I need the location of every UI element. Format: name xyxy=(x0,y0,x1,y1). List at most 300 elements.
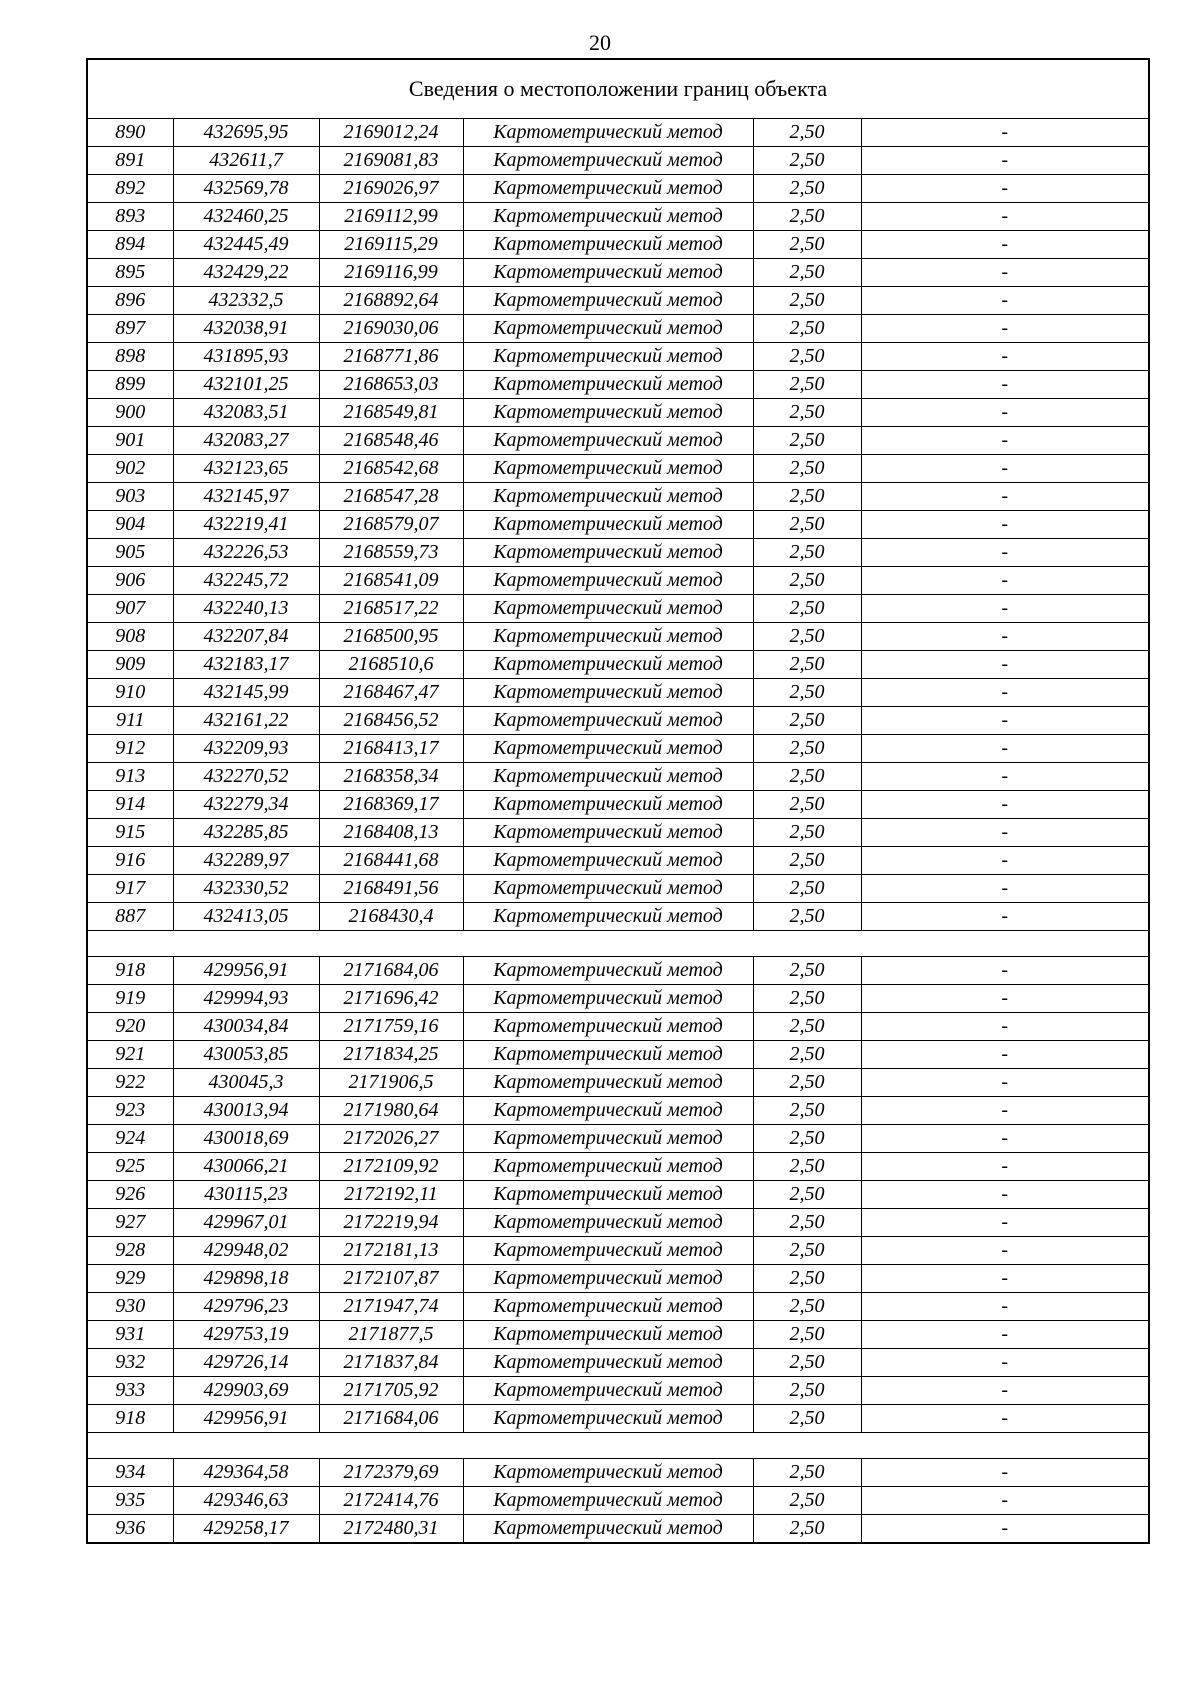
point-number-cell: 918 xyxy=(87,957,173,985)
accuracy-cell: 2,50 xyxy=(753,595,861,623)
accuracy-cell: 2,50 xyxy=(753,1097,861,1125)
coord-x-cell: 432183,17 xyxy=(173,651,319,679)
coord-y-cell: 2168441,68 xyxy=(319,847,463,875)
accuracy-cell: 2,50 xyxy=(753,1349,861,1377)
coord-x-cell: 430066,21 xyxy=(173,1153,319,1181)
coord-x-cell: 432330,52 xyxy=(173,875,319,903)
description-cell: - xyxy=(861,903,1149,931)
description-cell: - xyxy=(861,1265,1149,1293)
coord-y-cell: 2171837,84 xyxy=(319,1349,463,1377)
point-number-cell: 923 xyxy=(87,1097,173,1125)
point-number-cell: 919 xyxy=(87,985,173,1013)
method-cell: Картометрический метод xyxy=(463,371,753,399)
table-row xyxy=(87,763,1149,791)
method-cell: Картометрический метод xyxy=(463,1181,753,1209)
point-number-cell: 917 xyxy=(87,875,173,903)
coord-y-cell: 2171980,64 xyxy=(319,1097,463,1125)
coord-y-cell: 2168500,95 xyxy=(319,623,463,651)
coord-x-cell: 432695,95 xyxy=(173,119,319,147)
table-row xyxy=(87,511,1149,539)
table-row xyxy=(87,985,1149,1013)
point-number-cell: 914 xyxy=(87,791,173,819)
table-row xyxy=(87,1349,1149,1377)
table-row xyxy=(87,1487,1149,1515)
point-number-cell: 906 xyxy=(87,567,173,595)
description-cell: - xyxy=(861,259,1149,287)
accuracy-cell: 2,50 xyxy=(753,231,861,259)
accuracy-cell: 2,50 xyxy=(753,175,861,203)
coord-x-cell: 432083,51 xyxy=(173,399,319,427)
coord-y-cell: 2171759,16 xyxy=(319,1013,463,1041)
coord-y-cell: 2168510,6 xyxy=(319,651,463,679)
table-row xyxy=(87,343,1149,371)
table-row xyxy=(87,707,1149,735)
method-cell: Картометрический метод xyxy=(463,1125,753,1153)
point-number-cell: 899 xyxy=(87,371,173,399)
coord-y-cell: 2172414,76 xyxy=(319,1487,463,1515)
coord-x-cell: 432145,99 xyxy=(173,679,319,707)
table-row xyxy=(87,595,1149,623)
method-cell: Картометрический метод xyxy=(463,1209,753,1237)
method-cell: Картометрический метод xyxy=(463,819,753,847)
coord-y-cell: 2168517,22 xyxy=(319,595,463,623)
table-body xyxy=(87,59,1149,1543)
description-cell: - xyxy=(861,985,1149,1013)
accuracy-cell: 2,50 xyxy=(753,1265,861,1293)
point-number-cell: 905 xyxy=(87,539,173,567)
coord-x-cell: 429364,58 xyxy=(173,1459,319,1487)
table-row xyxy=(87,231,1149,259)
coord-y-cell: 2172109,92 xyxy=(319,1153,463,1181)
method-cell: Картометрический метод xyxy=(463,1069,753,1097)
point-number-cell: 916 xyxy=(87,847,173,875)
accuracy-cell: 2,50 xyxy=(753,1487,861,1515)
coord-y-cell: 2171684,06 xyxy=(319,1405,463,1433)
method-cell: Картометрический метод xyxy=(463,875,753,903)
coord-x-cell: 429967,01 xyxy=(173,1209,319,1237)
method-cell: Картометрический метод xyxy=(463,1349,753,1377)
accuracy-cell: 2,50 xyxy=(753,147,861,175)
method-cell: Картометрический метод xyxy=(463,1265,753,1293)
method-cell: Картометрический метод xyxy=(463,1459,753,1487)
coord-y-cell: 2168358,34 xyxy=(319,763,463,791)
point-number-cell: 897 xyxy=(87,315,173,343)
table-row xyxy=(87,287,1149,315)
description-cell: - xyxy=(861,1515,1149,1544)
point-number-cell: 930 xyxy=(87,1293,173,1321)
accuracy-cell: 2,50 xyxy=(753,287,861,315)
accuracy-cell: 2,50 xyxy=(753,511,861,539)
coord-x-cell: 432226,53 xyxy=(173,539,319,567)
method-cell: Картометрический метод xyxy=(463,1405,753,1433)
method-cell: Картометрический метод xyxy=(463,455,753,483)
method-cell: Картометрический метод xyxy=(463,957,753,985)
coord-x-cell: 432445,49 xyxy=(173,231,319,259)
accuracy-cell: 2,50 xyxy=(753,957,861,985)
table-row xyxy=(87,735,1149,763)
description-cell: - xyxy=(861,1125,1149,1153)
method-cell: Картометрический метод xyxy=(463,1293,753,1321)
table-row xyxy=(87,315,1149,343)
description-cell: - xyxy=(861,1487,1149,1515)
group-separator-row xyxy=(87,931,1149,957)
method-cell: Картометрический метод xyxy=(463,147,753,175)
table-row xyxy=(87,623,1149,651)
coord-x-cell: 429956,91 xyxy=(173,1405,319,1433)
accuracy-cell: 2,50 xyxy=(753,539,861,567)
table-row xyxy=(87,1515,1149,1544)
coord-y-cell: 2172219,94 xyxy=(319,1209,463,1237)
table-row xyxy=(87,903,1149,931)
table-row xyxy=(87,147,1149,175)
method-cell: Картометрический метод xyxy=(463,1097,753,1125)
method-cell: Картометрический метод xyxy=(463,1515,753,1544)
point-number-cell: 936 xyxy=(87,1515,173,1544)
coord-y-cell: 2169012,24 xyxy=(319,119,463,147)
method-cell: Картометрический метод xyxy=(463,259,753,287)
accuracy-cell: 2,50 xyxy=(753,1405,861,1433)
method-cell: Картометрический метод xyxy=(463,231,753,259)
table-row xyxy=(87,1377,1149,1405)
table-row xyxy=(87,203,1149,231)
method-cell: Картометрический метод xyxy=(463,567,753,595)
accuracy-cell: 2,50 xyxy=(753,1237,861,1265)
coord-x-cell: 429948,02 xyxy=(173,1237,319,1265)
coord-x-cell: 432611,7 xyxy=(173,147,319,175)
table-row xyxy=(87,1405,1149,1433)
accuracy-cell: 2,50 xyxy=(753,623,861,651)
accuracy-cell: 2,50 xyxy=(753,483,861,511)
accuracy-cell: 2,50 xyxy=(753,567,861,595)
accuracy-cell: 2,50 xyxy=(753,791,861,819)
method-cell: Картометрический метод xyxy=(463,483,753,511)
method-cell: Картометрический метод xyxy=(463,427,753,455)
table-row xyxy=(87,819,1149,847)
method-cell: Картометрический метод xyxy=(463,1237,753,1265)
accuracy-cell: 2,50 xyxy=(753,203,861,231)
point-number-cell: 898 xyxy=(87,343,173,371)
table-row xyxy=(87,875,1149,903)
accuracy-cell: 2,50 xyxy=(753,847,861,875)
description-cell: - xyxy=(861,763,1149,791)
coord-x-cell: 432245,72 xyxy=(173,567,319,595)
table-row xyxy=(87,427,1149,455)
point-number-cell: 913 xyxy=(87,763,173,791)
description-cell: - xyxy=(861,427,1149,455)
group-separator-cell xyxy=(87,1433,1149,1459)
coord-x-cell: 429258,17 xyxy=(173,1515,319,1544)
description-cell: - xyxy=(861,371,1149,399)
coord-y-cell: 2168413,17 xyxy=(319,735,463,763)
description-cell: - xyxy=(861,1293,1149,1321)
table-row xyxy=(87,957,1149,985)
coord-y-cell: 2171705,92 xyxy=(319,1377,463,1405)
coord-y-cell: 2168541,09 xyxy=(319,567,463,595)
coord-x-cell: 431895,93 xyxy=(173,343,319,371)
coord-x-cell: 429796,23 xyxy=(173,1293,319,1321)
point-number-cell: 894 xyxy=(87,231,173,259)
coord-x-cell: 432038,91 xyxy=(173,315,319,343)
method-cell: Картометрический метод xyxy=(463,903,753,931)
table-row xyxy=(87,1153,1149,1181)
coord-x-cell: 432161,22 xyxy=(173,707,319,735)
description-cell: - xyxy=(861,679,1149,707)
coord-x-cell: 432209,93 xyxy=(173,735,319,763)
description-cell: - xyxy=(861,1097,1149,1125)
description-cell: - xyxy=(861,203,1149,231)
coord-y-cell: 2172181,13 xyxy=(319,1237,463,1265)
accuracy-cell: 2,50 xyxy=(753,1125,861,1153)
method-cell: Картометрический метод xyxy=(463,511,753,539)
point-number-cell: 925 xyxy=(87,1153,173,1181)
coord-y-cell: 2168549,81 xyxy=(319,399,463,427)
method-cell: Картометрический метод xyxy=(463,847,753,875)
accuracy-cell: 2,50 xyxy=(753,315,861,343)
table-row xyxy=(87,371,1149,399)
accuracy-cell: 2,50 xyxy=(753,679,861,707)
accuracy-cell: 2,50 xyxy=(753,819,861,847)
method-cell: Картометрический метод xyxy=(463,315,753,343)
coord-x-cell: 429346,63 xyxy=(173,1487,319,1515)
point-number-cell: 904 xyxy=(87,511,173,539)
method-cell: Картометрический метод xyxy=(463,539,753,567)
table-row xyxy=(87,1321,1149,1349)
coord-x-cell: 432413,05 xyxy=(173,903,319,931)
point-number-cell: 920 xyxy=(87,1013,173,1041)
accuracy-cell: 2,50 xyxy=(753,707,861,735)
point-number-cell: 929 xyxy=(87,1265,173,1293)
coord-x-cell: 432285,85 xyxy=(173,819,319,847)
coord-y-cell: 2171947,74 xyxy=(319,1293,463,1321)
coord-x-cell: 430013,94 xyxy=(173,1097,319,1125)
method-cell: Картометрический метод xyxy=(463,623,753,651)
description-cell: - xyxy=(861,315,1149,343)
method-cell: Картометрический метод xyxy=(463,679,753,707)
method-cell: Картометрический метод xyxy=(463,1013,753,1041)
coord-y-cell: 2171684,06 xyxy=(319,957,463,985)
coord-x-cell: 432569,78 xyxy=(173,175,319,203)
coord-y-cell: 2172107,87 xyxy=(319,1265,463,1293)
description-cell: - xyxy=(861,119,1149,147)
method-cell: Картометрический метод xyxy=(463,1041,753,1069)
table-row xyxy=(87,1097,1149,1125)
coord-y-cell: 2168369,17 xyxy=(319,791,463,819)
coord-y-cell: 2168467,47 xyxy=(319,679,463,707)
point-number-cell: 924 xyxy=(87,1125,173,1153)
accuracy-cell: 2,50 xyxy=(753,259,861,287)
coord-x-cell: 432332,5 xyxy=(173,287,319,315)
coord-x-cell: 432145,97 xyxy=(173,483,319,511)
coord-y-cell: 2168653,03 xyxy=(319,371,463,399)
description-cell: - xyxy=(861,1209,1149,1237)
table-row xyxy=(87,1041,1149,1069)
method-cell: Картометрический метод xyxy=(463,175,753,203)
coord-y-cell: 2168771,86 xyxy=(319,343,463,371)
description-cell: - xyxy=(861,1069,1149,1097)
description-cell: - xyxy=(861,1153,1149,1181)
point-number-cell: 890 xyxy=(87,119,173,147)
table-row xyxy=(87,791,1149,819)
coord-x-cell: 432460,25 xyxy=(173,203,319,231)
coord-x-cell: 429903,69 xyxy=(173,1377,319,1405)
point-number-cell: 918 xyxy=(87,1405,173,1433)
coord-x-cell: 430045,3 xyxy=(173,1069,319,1097)
coord-x-cell: 432429,22 xyxy=(173,259,319,287)
coord-y-cell: 2168892,64 xyxy=(319,287,463,315)
description-cell: - xyxy=(861,343,1149,371)
table-row xyxy=(87,1069,1149,1097)
table-row xyxy=(87,1237,1149,1265)
table-row xyxy=(87,483,1149,511)
group-separator-row xyxy=(87,1433,1149,1459)
description-cell: - xyxy=(861,175,1149,203)
description-cell: - xyxy=(861,847,1149,875)
accuracy-cell: 2,50 xyxy=(753,651,861,679)
coord-y-cell: 2169030,06 xyxy=(319,315,463,343)
accuracy-cell: 2,50 xyxy=(753,1293,861,1321)
accuracy-cell: 2,50 xyxy=(753,1069,861,1097)
coord-x-cell: 432270,52 xyxy=(173,763,319,791)
method-cell: Картометрический метод xyxy=(463,651,753,679)
method-cell: Картометрический метод xyxy=(463,1377,753,1405)
description-cell: - xyxy=(861,539,1149,567)
caption-row xyxy=(87,59,1149,119)
description-cell: - xyxy=(861,511,1149,539)
description-cell: - xyxy=(861,1377,1149,1405)
accuracy-cell: 2,50 xyxy=(753,1377,861,1405)
description-cell: - xyxy=(861,819,1149,847)
description-cell: - xyxy=(861,455,1149,483)
coord-y-cell: 2172192,11 xyxy=(319,1181,463,1209)
description-cell: - xyxy=(861,1237,1149,1265)
coord-y-cell: 2169115,29 xyxy=(319,231,463,259)
coord-x-cell: 432123,65 xyxy=(173,455,319,483)
coord-x-cell: 432219,41 xyxy=(173,511,319,539)
description-cell: - xyxy=(861,399,1149,427)
coord-x-cell: 429753,19 xyxy=(173,1321,319,1349)
point-number-cell: 901 xyxy=(87,427,173,455)
table-row xyxy=(87,567,1149,595)
point-number-cell: 934 xyxy=(87,1459,173,1487)
point-number-cell: 928 xyxy=(87,1237,173,1265)
accuracy-cell: 2,50 xyxy=(753,763,861,791)
description-cell: - xyxy=(861,287,1149,315)
coord-x-cell: 432083,27 xyxy=(173,427,319,455)
description-cell: - xyxy=(861,483,1149,511)
point-number-cell: 909 xyxy=(87,651,173,679)
table-row xyxy=(87,1265,1149,1293)
accuracy-cell: 2,50 xyxy=(753,985,861,1013)
method-cell: Картометрический метод xyxy=(463,735,753,763)
description-cell: - xyxy=(861,623,1149,651)
point-number-cell: 893 xyxy=(87,203,173,231)
boundary-table xyxy=(86,58,1150,1544)
point-number-cell: 896 xyxy=(87,287,173,315)
point-number-cell: 908 xyxy=(87,623,173,651)
coord-y-cell: 2172480,31 xyxy=(319,1515,463,1544)
description-cell: - xyxy=(861,595,1149,623)
table-row xyxy=(87,679,1149,707)
method-cell: Картометрический метод xyxy=(463,985,753,1013)
table-caption: Сведения о местоположении границ объекта xyxy=(87,59,1149,119)
point-number-cell: 915 xyxy=(87,819,173,847)
method-cell: Картометрический метод xyxy=(463,287,753,315)
accuracy-cell: 2,50 xyxy=(753,903,861,931)
point-number-cell: 891 xyxy=(87,147,173,175)
point-number-cell: 932 xyxy=(87,1349,173,1377)
coord-y-cell: 2171696,42 xyxy=(319,985,463,1013)
point-number-cell: 895 xyxy=(87,259,173,287)
point-number-cell: 892 xyxy=(87,175,173,203)
page-number: 20 xyxy=(589,30,611,55)
point-number-cell: 921 xyxy=(87,1041,173,1069)
description-cell: - xyxy=(861,1459,1149,1487)
point-number-cell: 900 xyxy=(87,399,173,427)
description-cell: - xyxy=(861,1013,1149,1041)
method-cell: Картометрический метод xyxy=(463,1487,753,1515)
table-row xyxy=(87,119,1149,147)
accuracy-cell: 2,50 xyxy=(753,1321,861,1349)
table-row xyxy=(87,847,1149,875)
accuracy-cell: 2,50 xyxy=(753,1013,861,1041)
coord-y-cell: 2168491,56 xyxy=(319,875,463,903)
coord-x-cell: 432240,13 xyxy=(173,595,319,623)
description-cell: - xyxy=(861,1349,1149,1377)
coord-y-cell: 2172379,69 xyxy=(319,1459,463,1487)
accuracy-cell: 2,50 xyxy=(753,1153,861,1181)
coord-y-cell: 2168408,13 xyxy=(319,819,463,847)
table-row xyxy=(87,455,1149,483)
coord-x-cell: 429956,91 xyxy=(173,957,319,985)
table-row xyxy=(87,1181,1149,1209)
coord-x-cell: 429994,93 xyxy=(173,985,319,1013)
description-cell: - xyxy=(861,147,1149,175)
description-cell: - xyxy=(861,1405,1149,1433)
point-number-cell: 926 xyxy=(87,1181,173,1209)
description-cell: - xyxy=(861,567,1149,595)
group-separator-cell xyxy=(87,931,1149,957)
point-number-cell: 931 xyxy=(87,1321,173,1349)
accuracy-cell: 2,50 xyxy=(753,1181,861,1209)
coord-y-cell: 2168430,4 xyxy=(319,903,463,931)
accuracy-cell: 2,50 xyxy=(753,343,861,371)
accuracy-cell: 2,50 xyxy=(753,1515,861,1544)
coord-y-cell: 2168456,52 xyxy=(319,707,463,735)
method-cell: Картометрический метод xyxy=(463,1321,753,1349)
method-cell: Картометрический метод xyxy=(463,399,753,427)
description-cell: - xyxy=(861,231,1149,259)
coord-y-cell: 2168547,28 xyxy=(319,483,463,511)
point-number-cell: 907 xyxy=(87,595,173,623)
coord-y-cell: 2168542,68 xyxy=(319,455,463,483)
coord-y-cell: 2168559,73 xyxy=(319,539,463,567)
point-number-cell: 902 xyxy=(87,455,173,483)
accuracy-cell: 2,50 xyxy=(753,427,861,455)
coord-y-cell: 2171877,5 xyxy=(319,1321,463,1349)
accuracy-cell: 2,50 xyxy=(753,735,861,763)
point-number-cell: 922 xyxy=(87,1069,173,1097)
coord-x-cell: 432207,84 xyxy=(173,623,319,651)
method-cell: Картометрический метод xyxy=(463,119,753,147)
point-number-cell: 935 xyxy=(87,1487,173,1515)
table-row xyxy=(87,1125,1149,1153)
coord-x-cell: 430018,69 xyxy=(173,1125,319,1153)
coord-x-cell: 429898,18 xyxy=(173,1265,319,1293)
coord-x-cell: 430034,84 xyxy=(173,1013,319,1041)
description-cell: - xyxy=(861,651,1149,679)
description-cell: - xyxy=(861,791,1149,819)
description-cell: - xyxy=(861,735,1149,763)
